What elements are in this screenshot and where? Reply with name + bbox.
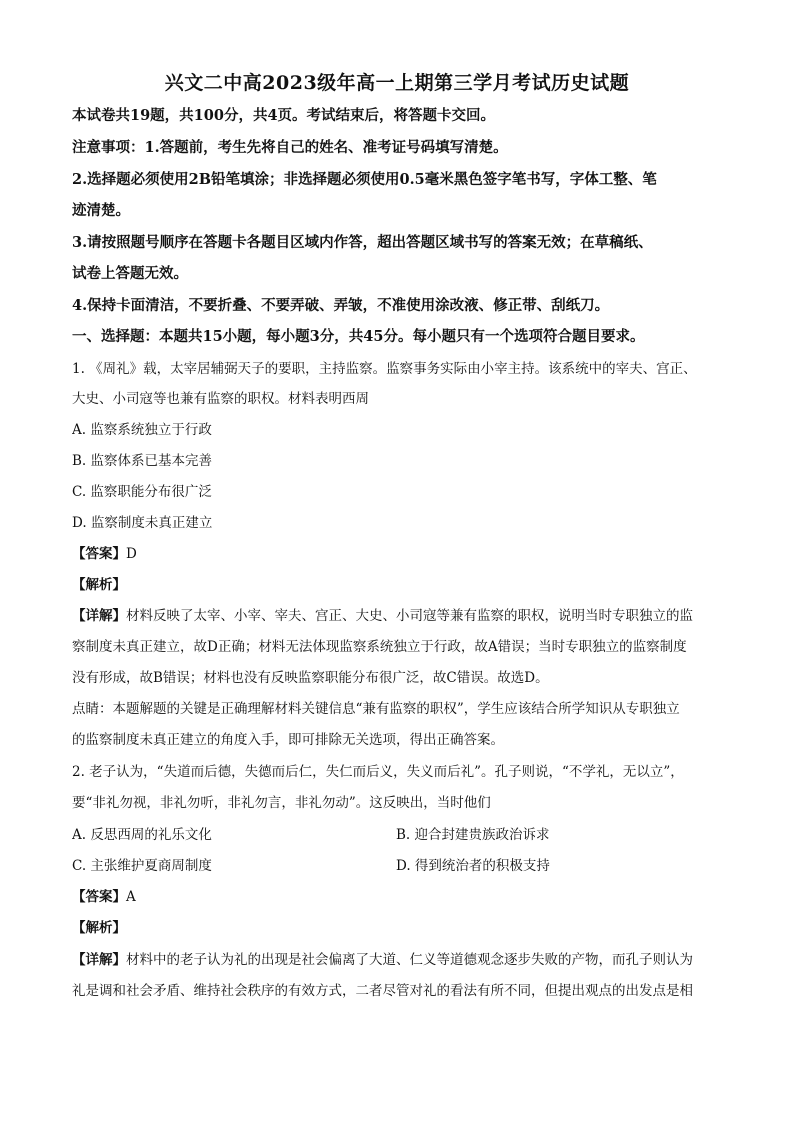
question-1-option-a: A. 监察系统独立于行政: [72, 422, 212, 438]
question-2-option-b: B. 迎合封建贵族政治诉求: [396, 827, 550, 843]
instruction-line: 迹清楚。: [72, 202, 130, 219]
instruction-line: 本试卷共19题，共100分，共4页。考试结束后，将答题卡交回。: [72, 107, 496, 124]
question-1-option-c: C. 监察职能分布很广泛: [72, 484, 212, 500]
question-2-stem: 2. 老子认为，“失道而后德，失德而后仁，失仁而后义，失义而后礼”。孔子则说，“不学礼，无以立”，: [72, 764, 684, 780]
question-1-stem: 大史、小司寇等也兼有监察的职权。材料表明西周: [72, 391, 369, 407]
question-1-detail-line: 没有形成，故B错误；材料也没有反映监察职能分布很广泛，故C错误。故选D。: [72, 670, 549, 686]
question-2-answer: [72, 887, 732, 907]
question-1-detail-line: 察制度未真正建立，故D正确；材料无法体现监察系统独立于行政，故A错误；当时专职独立的监察制度: [72, 639, 687, 655]
instruction-line: 试卷上答题无效。: [72, 265, 188, 282]
question-1-answer: [72, 544, 732, 564]
detail-text: 材料中的老子认为礼的出现是社会偏离了大道、仁义等道德观念逐步失败的产物，而孔子则认为: [126, 952, 693, 968]
question-2-stem: 要“非礼勿视，非礼勿听，非礼勿言，非礼勿动”。这反映出，当时他们: [72, 795, 491, 811]
answer-value: D: [126, 546, 137, 562]
question-1-analysis: [72, 575, 732, 595]
question-2-option-a: A. 反思西周的礼乐文化: [72, 827, 212, 843]
question-2-detail: [72, 950, 732, 970]
analysis-tag: 【解析】: [72, 577, 126, 593]
instruction-line: 4.保持卡面清洁，不要折叠、不要弄破、弄皱，不准使用涂改液、修正带、刮纸刀。: [72, 297, 610, 314]
question-1-option-b: B. 监察体系已基本完善: [72, 453, 213, 469]
detail-text: 材料反映了太宰、小宰、宰夫、宫正、大史、小司寇等兼有监察的职权，说明当时专职独立的监: [126, 608, 693, 624]
detail-tag: 【详解】: [72, 952, 126, 968]
question-2-option-c: C. 主张维护夏商周制度: [72, 858, 212, 874]
question-2-option-d: D. 得到统治者的积极支持: [396, 858, 550, 874]
question-2-detail-line: 礼是调和社会矛盾、维持社会秩序的有效方式，二者尽管对礼的看法有所不同，但提出观点的出发点是相: [72, 983, 693, 999]
question-2-analysis: [72, 918, 732, 938]
section-heading: 一、选择题：本题共15小题，每小题3分，共45分。每小题只有一个选项符合题目要求。: [72, 328, 645, 345]
answer-tag: 【答案】: [72, 889, 126, 905]
question-1-option-d: D. 监察制度未真正建立: [72, 515, 213, 531]
question-1-note-line: 点睛：本题解题的关键是正确理解材料关键信息“兼有监察的职权”，学生应该结合所学知识从专职独立: [72, 701, 680, 717]
question-1-note-line: 的监察制度未真正建立的角度入手，即可排除无关选项，得出正确答案。: [72, 732, 504, 748]
question-1-detail: [72, 606, 732, 626]
analysis-tag: 【解析】: [72, 920, 126, 936]
instruction-line: 2.选择题必须使用2B铅笔填涂；非选择题必须使用0.5毫米黑色签字笔书写，字体工整、笔: [72, 171, 657, 188]
answer-value: A: [126, 889, 136, 905]
question-1-stem: 1. 《周礼》载，太宰居辅弼天子的要职，主持监察。监察事务实际由小宰主持。该系统中的宰夫、宫正、: [72, 361, 697, 377]
instruction-line: 3.请按照题号顺序在答题卡各题目区域内作答，超出答题区域书写的答案无效；在草稿纸、: [72, 234, 653, 251]
instruction-line: 注意事项：1.答题前，考生先将自己的姓名、准考证号码填写清楚。: [72, 139, 508, 156]
page-title: 兴文二中高2023级年高一上期第三学月考试历史试题: [164, 72, 630, 94]
detail-tag: 【详解】: [72, 608, 126, 624]
answer-tag: 【答案】: [72, 546, 126, 562]
